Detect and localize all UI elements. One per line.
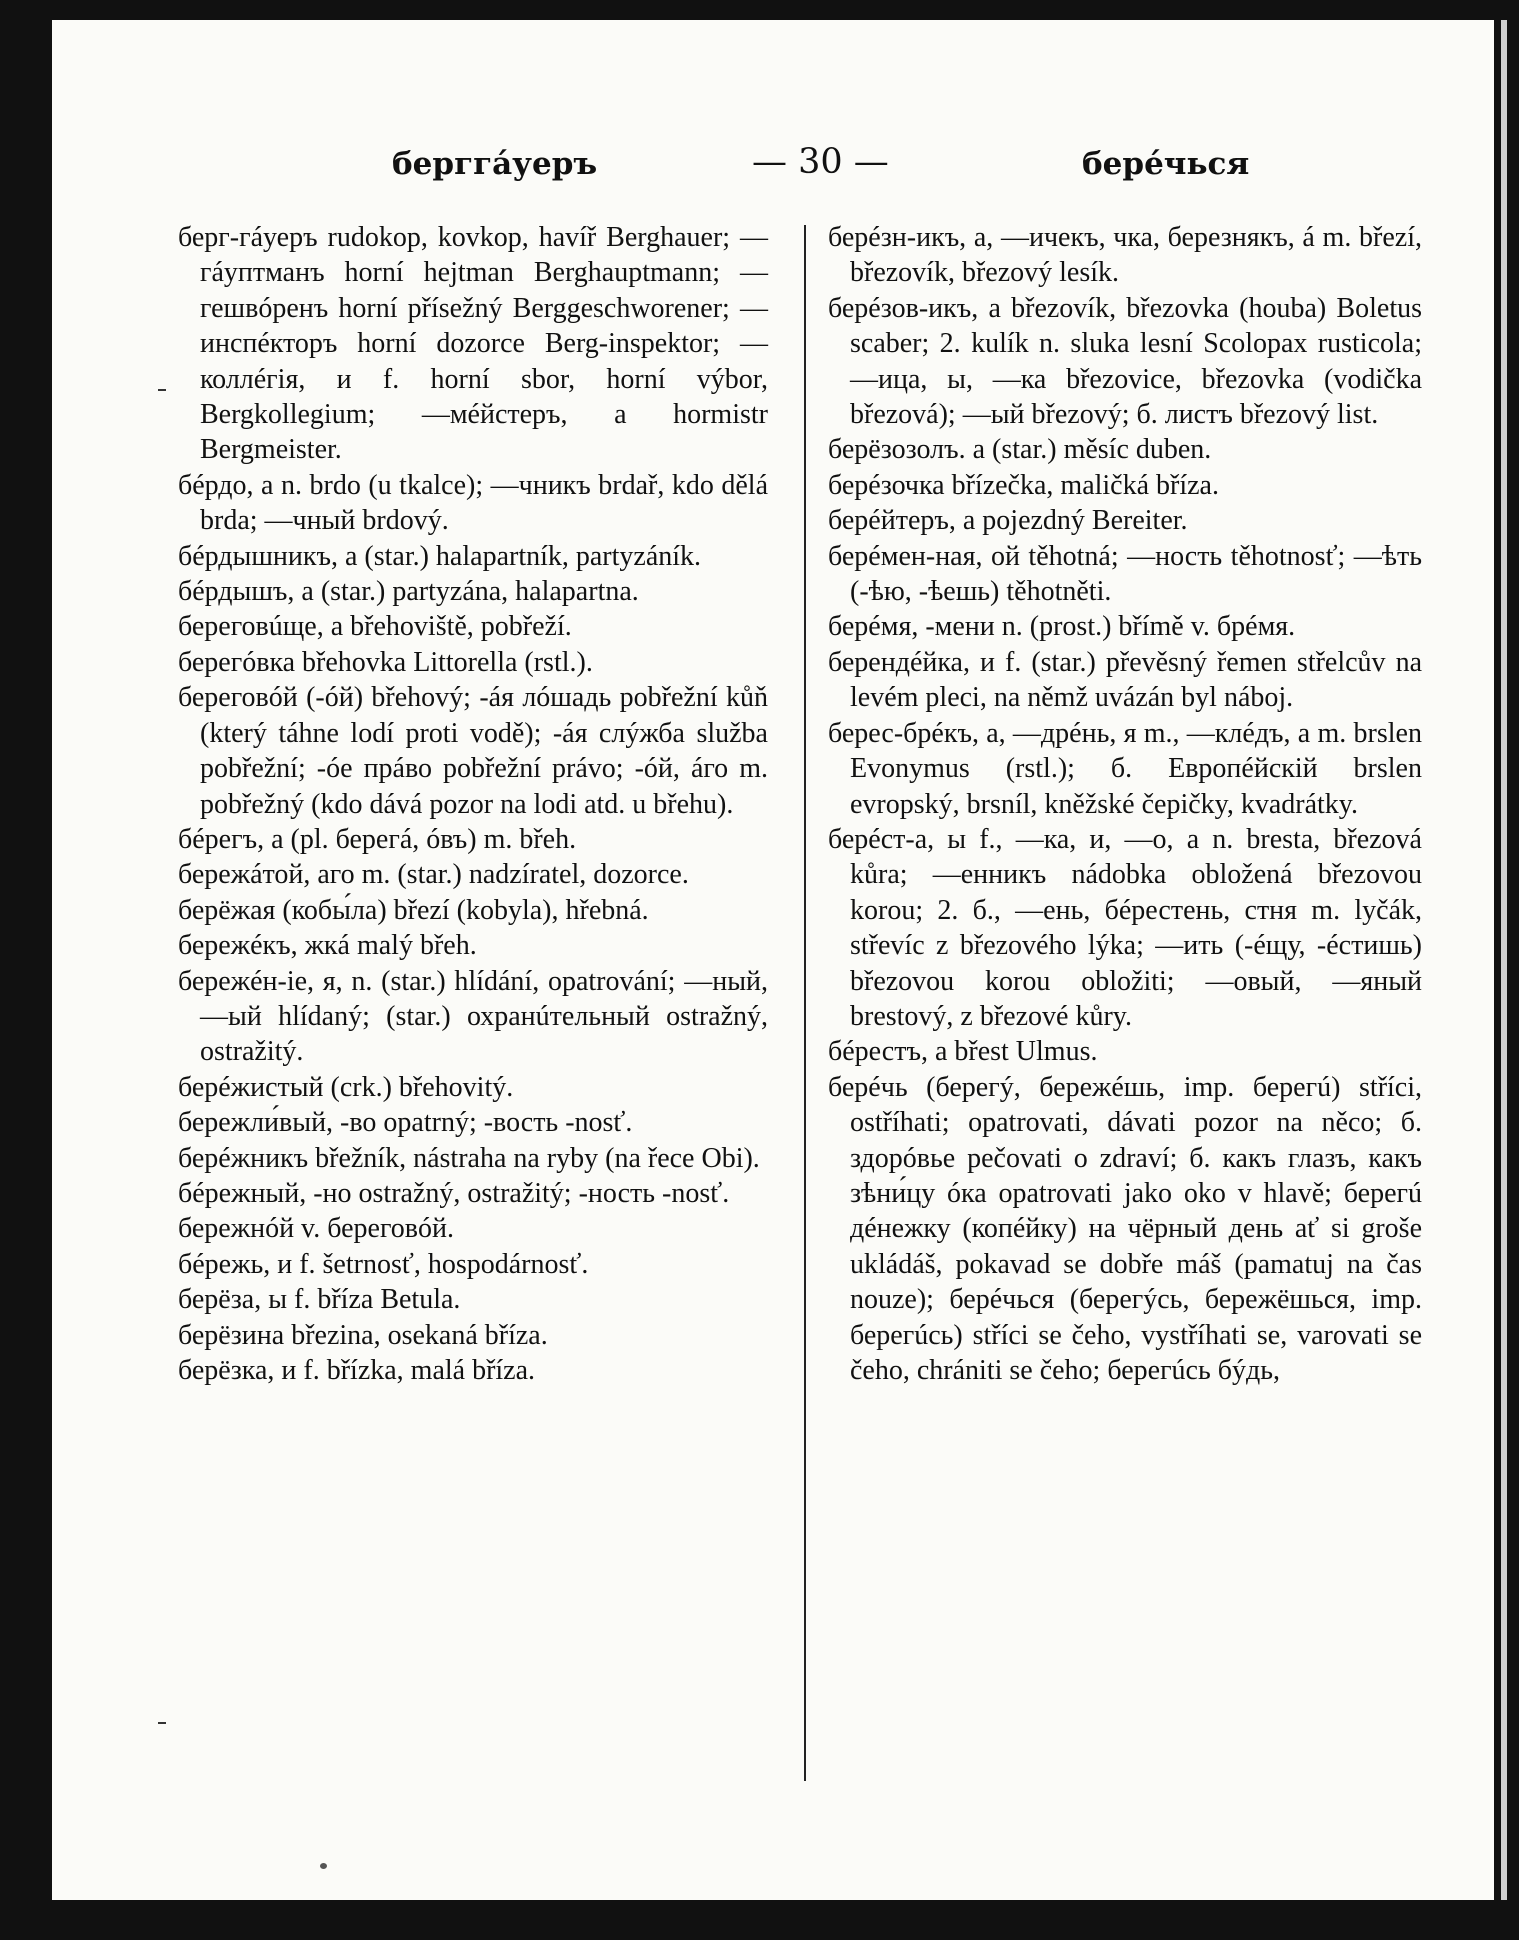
left-column xyxy=(178,220,768,1388)
dictionary-entry: берéжистый (crk.) břehovitý. xyxy=(178,1071,514,1103)
dictionary-entry: берг-гáуеръ rudokop, kovkop, havíř Berghauer; —гáуптманъ horní hejtman Berghauptmann; —гешвóренъ horní přísežný Berggeschworener; —инспéкторъ horní dozorce Berg-inspektor; —коллéгія, и f. horní sbor, horní výbor, Bergkollegium; —мéйстеръ, a hormistr Bergmeister. xyxy=(178,222,768,466)
dictionary-entry: бéрдышъ, a (star.) partyzána, halapartna. xyxy=(178,576,639,608)
dictionary-entry: бéрестъ, a břest Ulmus. xyxy=(828,1036,1098,1068)
margin-mark xyxy=(158,1722,166,1724)
dictionary-entry: берéст-а, ы f., —ка, и, —о, a n. bresta, březová kůra; —енникъ nádobka obložená březovou korou; 2. б., —ень, бéрестень, стня m. lyčák, střevíc z březového lýka; —ить (-éщу, -éстишь) březovou korou obložiti; —овый, —яный brestový, z březové kůry. xyxy=(828,823,1422,1032)
dictionary-entry: берёза, ы f. bříza Betula. xyxy=(178,1284,461,1316)
right-column xyxy=(828,220,1422,1388)
dictionary-entry: береговúще, a břehoviště, pobřeží. xyxy=(178,611,572,643)
dictionary-entry: бéрдышникъ, a (star.) halapartník, partyzáník. xyxy=(178,540,702,572)
dictionary-entry: берегóвка břehovka Littorella (rstl.). xyxy=(178,646,593,678)
dictionary-entry: бережáтой, аго m. (star.) nadzíratel, dozorce. xyxy=(178,859,689,891)
dictionary-entry: бéрегъ, a (pl. берегá, óвъ) m. břeh. xyxy=(178,823,577,855)
dictionary-entry: берес-брéкъ, a, —дрéнь, я m., —клéдъ, a m. brslen Evonymus (rstl.); б. Европéйскій brslen evropský, brsníl, kněžské čepičky, kvadrátky. xyxy=(828,717,1422,820)
header-right-guide-word: берéчься xyxy=(1082,146,1250,182)
dictionary-entry: бéрежь, и f. šetrnosť, hospodárnosť. xyxy=(178,1248,589,1280)
page-number: — 30 — xyxy=(752,142,889,182)
header-left-guide-word: берггáуеръ xyxy=(392,146,598,182)
dictionary-entry: бéрежный, -но ostražný, ostražitý; -ность -nosť. xyxy=(178,1177,730,1209)
dictionary-entry: бережéн-іе, я, n. (star.) hlídání, opatrování; —ный, —ый hlídaný; (star.) охранúтельный ostražný, ostražitý. xyxy=(178,965,768,1068)
dictionary-entry: берéзов-икъ, a březovík, březovka (houba) Boletus scaber; 2. kulík n. sluka lesní Scolopax rusticola; —ица, ы, —ка březovice, březovka (vodička březová); —ый březový; б. листъ březový list. xyxy=(828,292,1422,431)
dictionary-entry: береговóй (-óй) břehový; -áя лóшадь pobřežní kůň (který táhne lodí proti vodě); -áя слýжба služba pobřežní; -óе прáво pobřežní právo; -óй, áго m. pobřežný (kdo dává pozor na lodi atd. u břehu). xyxy=(178,682,768,820)
margin-mark xyxy=(158,389,166,391)
dictionary-entry: берéзочка břízečka, maličká bříza. xyxy=(828,469,1219,501)
dictionary-entry: берёжая (кобы́ла) březí (kobyla), hřebná. xyxy=(178,894,649,926)
dictionary-entry: берёзина březina, osekaná bříza. xyxy=(178,1319,548,1351)
dictionary-entry: берéмен-ная, ой těhotná; —ность těhotnosť; —ѣть (-ѣю, -ѣешь) těhotněti. xyxy=(828,540,1422,608)
dictionary-entry: берендéйка, и f. (star.) převěsný řemen střelcův na levém pleci, na němž uvázán byl náboj. xyxy=(828,646,1422,714)
dictionary-page xyxy=(52,20,1494,1900)
dictionary-entry: берéчь (берегý, бережéшь, imp. берегú) stříci, ostříhati; opatrovati, dávati pozor na něco; б. здорóвье pečovati o zdraví; б. какъ глазъ, какъ зѣни́цу óка opatrovati jako oko v hlavě; берегú дéнежку (копéйку) на чёрный день ať si groše ukládáš, pokavad se dobře máš (pamatuj na čas nouze); берéчься (берегýсь, бережёшься, imp. берегúсь) stříci se čeho, vystříhati se, varovati se čeho, chrániti se čeho; берегúсь бýдь, xyxy=(828,1071,1422,1386)
page-header xyxy=(52,128,1494,182)
page-edge xyxy=(1501,20,1507,1900)
dictionary-entry: берéмя, -мени n. (prost.) břímě v. брéмя. xyxy=(828,611,1296,643)
dictionary-entry: бережнóй v. береговóй. xyxy=(178,1213,454,1245)
dictionary-entry: берёзозолъ. a (star.) měsíc duben. xyxy=(828,434,1212,466)
page-speck xyxy=(320,1863,327,1869)
dictionary-entry: бережли́вый, -во opatrný; -вость -nosť. xyxy=(178,1107,633,1139)
dictionary-entry: берéйтеръ, a pojezdný Bereiter. xyxy=(828,505,1188,537)
dictionary-entry: бéрдо, a n. brdo (u tkalce); —чникъ brdař, kdo dělá brda; —чный brdový. xyxy=(178,469,768,537)
column-divider xyxy=(804,225,806,1781)
dictionary-entry: берéзн-икъ, a, —ичекъ, чка, березнякъ, á m. březí, březovík, březový lesík. xyxy=(828,222,1422,289)
dictionary-entry: бережéкъ, жкá malý břeh. xyxy=(178,930,477,962)
dictionary-entry: берéжникъ břežník, nástraha na ryby (na řece Obi). xyxy=(178,1142,760,1174)
dictionary-entry: берёзка, и f. břízka, malá bříza. xyxy=(178,1355,536,1386)
